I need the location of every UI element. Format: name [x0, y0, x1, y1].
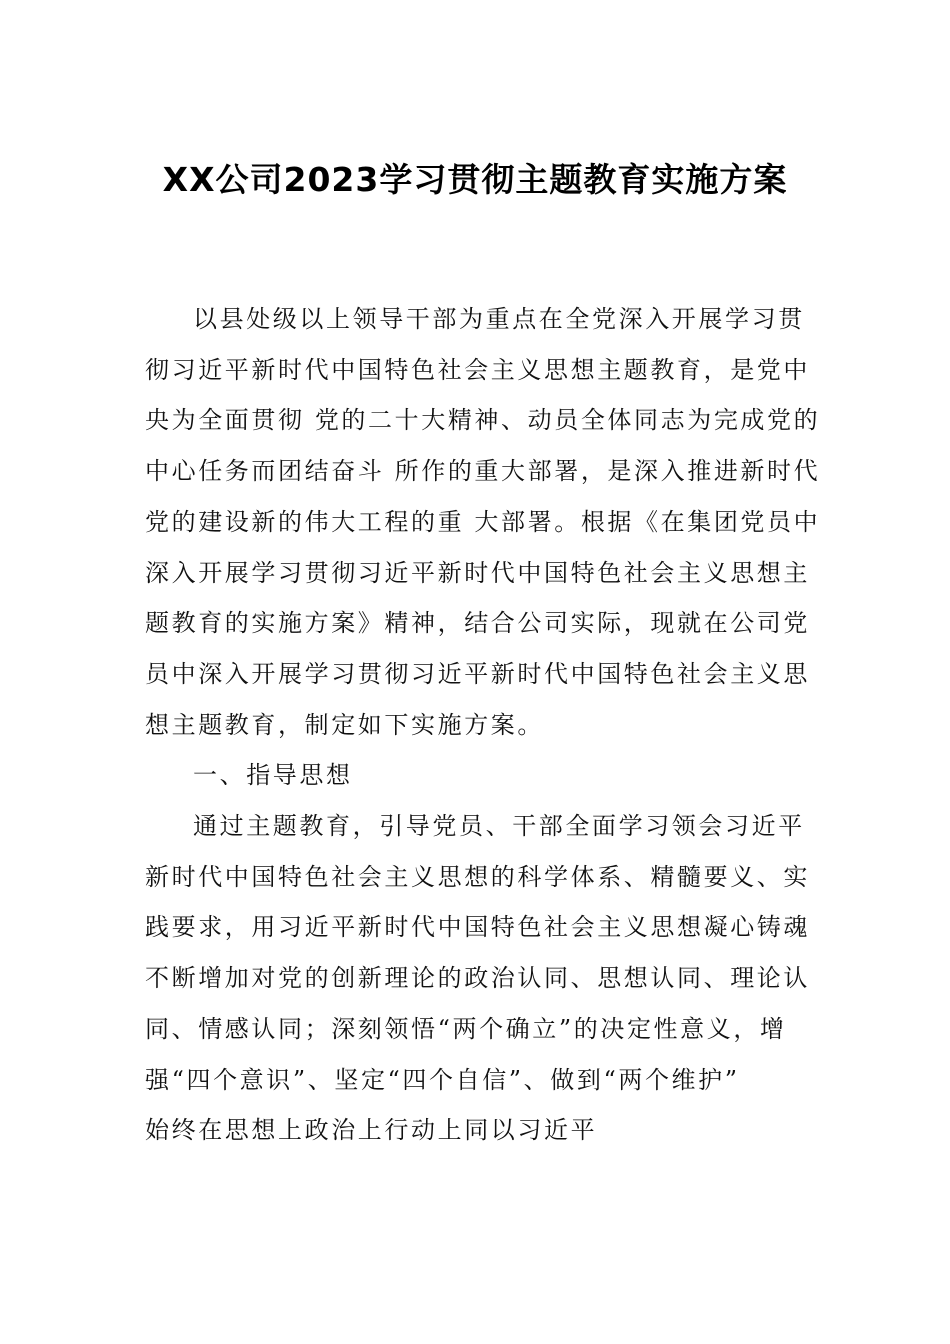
paragraph-line: 深入开展学习贯彻习近平新时代中国特色社会主义思想主 [145, 558, 810, 587]
document-body [145, 294, 821, 1156]
paragraph-line: 不断增加对党的创新理论的政治认同、思想认同、理论认 [145, 964, 810, 993]
paragraph-line: 想主题教育，制定如下实施方案。 [145, 710, 544, 739]
paragraph-line: 新时代中国特色社会主义思想的科学体系、精髓要义、实 [145, 862, 810, 891]
paragraph-line: 题教育的实施方案》精神，结合公司实际，现就在公司党 [145, 609, 810, 638]
document-title: XX公司2023学习贯彻主题教育实施方案 [162, 160, 788, 199]
section-heading-text: 一、指导思想 [193, 761, 353, 790]
paragraph-line: 以县处级以上领导干部为重点在全党深入开展学习贯 [193, 305, 805, 333]
paragraph-line: 央为全面贯彻 党的二十大精神、动员全体同志为完成党的 [145, 406, 821, 435]
paragraph-line: 始终在思想上政治上行动上同以习近平 [145, 1116, 598, 1145]
guiding-ideology-paragraph [145, 801, 810, 1156]
paragraph-line: 强“四个意识”、坚定“四个自信”、做到“两个维护” [145, 1065, 740, 1094]
paragraph-line: 党的建设新的伟大工程的重 大部署。根据《在集团党员中 [145, 507, 821, 536]
paragraph-line: 践要求，用习近平新时代中国特色社会主义思想凝心铸魂 [145, 913, 810, 942]
paragraph-line: 通过主题教育，引导党员、干部全面学习领会习近平 [193, 812, 805, 841]
paragraph-line: 同、情感认同；深刻领悟“两个确立”的决定性意义，增 [145, 1014, 787, 1043]
section-heading-guiding-ideology [145, 750, 805, 801]
paragraph-line: 彻习近平新时代中国特色社会主义思想主题教育，是党中 [145, 355, 810, 384]
paragraph-line: 员中深入开展学习贯彻习近平新时代中国特色社会主义思 [145, 659, 810, 688]
paragraph-line: 中心任务而团结奋斗 所作的重大部署，是深入推进新时代 [145, 457, 821, 486]
intro-paragraph [145, 294, 821, 750]
